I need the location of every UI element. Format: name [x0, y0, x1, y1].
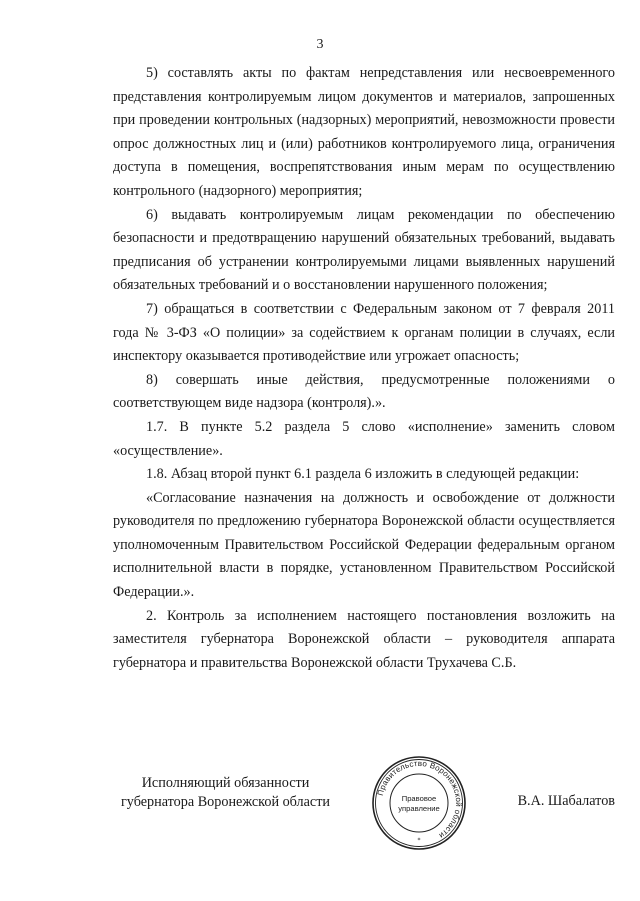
stamp-ring-text-path: Правительство Воронежской области — [375, 758, 464, 841]
paragraph-item-8: 8) совершать иные действия, предусмотренные положениями о соответствующем виде надзора (контроля).». — [113, 371, 615, 412]
paragraph-item-6: 6) выдавать контролируемым лицам рекомендации по обеспечению безопасности и предотвращению нарушений обязательных требований, выдавать предписания об устранении контролируемыми лицами выявленных нарушений обязательных требований и о восстановлении нарушенного положения; — [113, 206, 615, 294]
page-number: 3 — [316, 37, 324, 52]
paragraph-clause-1-8: 1.8. Абзац второй пункт 6.1 раздела 6 изложить в следующей редакции: — [146, 466, 580, 483]
signatory-title-line-2: губернатора Воронежской области — [120, 794, 331, 810]
signatory-name: В.А. Шабалатов — [517, 793, 615, 809]
official-stamp — [371, 755, 467, 851]
paragraph-quoted-text: «Согласование назначения на должность и освобождение от должности руководителя по предложению губернатора Воронежской области осуществляется уполномоченным Правительством Российской Федерации федеральным органом исполнительной власти в порядке, установленном Правительством Российской Федерации.». — [113, 489, 615, 601]
stamp-center-line-2: управление — [398, 804, 440, 813]
paragraph-clause-1-7: 1.7. В пункте 5.2 раздела 5 слово «исполнение» заменить словом «осуществление». — [113, 418, 615, 459]
document-body — [113, 62, 615, 675]
paragraph-item-5: 5) составлять акты по фактам непредставления или несвоевременного представления контролируемым лицом документов и материалов, запрошенных при проведении контрольных (надзорных) мероприятий, невозможности провести опрос должностных лиц и (или) работников контролируемого лица, ограничения доступа в помещения, воспрепятствования иным мерам по осуществлению контрольного (надзорного) мероприятия; — [113, 65, 615, 199]
signatory-title-line-1: Исполняющий обязанности — [141, 775, 310, 791]
signatory-title — [108, 774, 343, 812]
paragraph-control-clause: 2. Контроль за исполнением настоящего постановления возложить на заместителя губернатора Воронежской области – руководителя аппарата губернатора и правительства Воронежской области Трухачева С.Б. — [113, 607, 615, 671]
stamp-center-line-1: Правовое — [401, 794, 437, 803]
paragraph-item-7: 7) обращаться в соответствии с Федеральным законом от 7 февраля 2011 года № 3-ФЗ «О полиции» за содействием к органам полиции в случаях, если инспектору оказывается противодействие или угрожает опасность; — [113, 300, 615, 365]
stamp-star-icon: * — [417, 837, 421, 844]
signature-block — [0, 770, 640, 860]
